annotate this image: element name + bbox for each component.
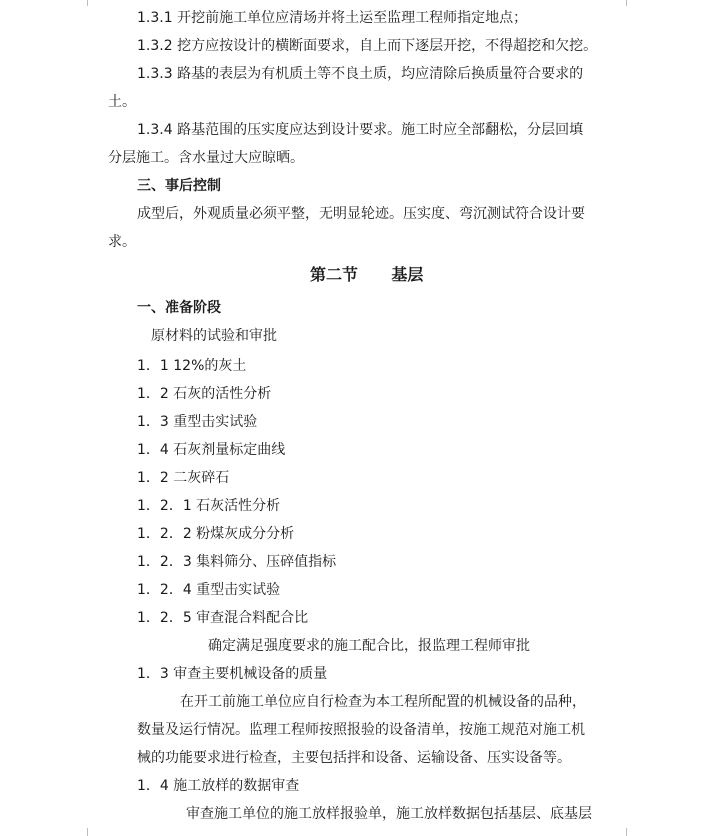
paragraph-forming-line2: 求。 <box>108 234 136 250</box>
paragraph-1-3-2: 1.3.2 挖方应按设计的横断面要求，自上而下逐层开挖，不得超挖和欠挖。 <box>137 38 598 54</box>
crop-mark-top-right-vertical <box>626 0 627 6</box>
list-item-1-2-3: 1．2．3 集料筛分、压碎值指标 <box>137 554 337 570</box>
list-item-1-2-1: 1．2．1 石灰活性分析 <box>137 498 281 514</box>
list-item-1-2-5: 1．2．5 审查混合料配合比 <box>137 610 309 626</box>
section-heading-post-control: 三、事后控制 <box>137 178 221 194</box>
list-item-1-4: 1．4 石灰剂量标定曲线 <box>137 442 286 458</box>
list-item-1-3-equipment: 1．3 审查主要机械设备的质量 <box>137 666 328 682</box>
list-item-1-4-survey: 1．4 施工放样的数据审查 <box>137 778 300 794</box>
paragraph-equipment-line3: 械的功能要求进行检查，主要包括拌和设备、运输设备、压实设备等。 <box>137 750 571 766</box>
paragraph-forming-line1: 成型后，外观质量必须平整，无明显轮迹。压实度、弯沉测试符合设计要 <box>137 206 585 222</box>
list-item-1-2: 1．2 石灰的活性分析 <box>137 386 272 402</box>
paragraph-1-3-3-line1: 1.3.3 路基的表层为有机质土等不良土质，均应清除后换质量符合要求的 <box>137 66 584 82</box>
section-heading-preparation: 一、准备阶段 <box>137 300 221 316</box>
paragraph-1-3-4-line2: 分层施工。含水量过大应晾晒。 <box>108 150 304 166</box>
paragraph-mix-ratio: 确定满足强度要求的施工配合比，报监理工程师审批 <box>208 638 530 654</box>
paragraph-raw-materials: 原材料的试验和审批 <box>151 328 277 344</box>
paragraph-1-3-3-line2: 土。 <box>108 94 136 110</box>
list-item-1-2-4: 1．2．4 重型击实试验 <box>137 582 281 598</box>
crop-mark-bottom-right-vertical <box>626 828 627 836</box>
paragraph-1-3-1: 1.3.1 开挖前施工单位应清场并将土运至监理工程师指定地点； <box>137 10 528 26</box>
list-item-1-3: 1．3 重型击实试验 <box>137 414 258 430</box>
paragraph-1-3-4-line1: 1.3.4 路基范围的压实度应达到设计要求。施工时应全部翻松，分层回填 <box>137 122 584 138</box>
paragraph-survey: 审查施工单位的施工放样报验单，施工放样数据包括基层、底基层 <box>186 806 592 822</box>
crop-mark-bottom-left-vertical <box>87 828 88 836</box>
list-item-1-2-2: 1．2．2 粉煤灰成分分析 <box>137 526 295 542</box>
chapter-title: 第二节 基层 <box>310 265 424 284</box>
list-item-1-2-lime-fly-ash: 1．2 二灰碎石 <box>137 470 230 486</box>
list-item-1-1: 1．1 12%的灰土 <box>137 358 247 374</box>
crop-mark-top-left-vertical <box>87 0 88 6</box>
paragraph-equipment-line1: 在开工前施工单位应自行检查为本工程所配置的机械设备的品种， <box>180 694 586 710</box>
paragraph-equipment-line2: 数量及运行情况。监理工程师按照报验的设备清单，按施工规范对施工机 <box>137 722 585 738</box>
